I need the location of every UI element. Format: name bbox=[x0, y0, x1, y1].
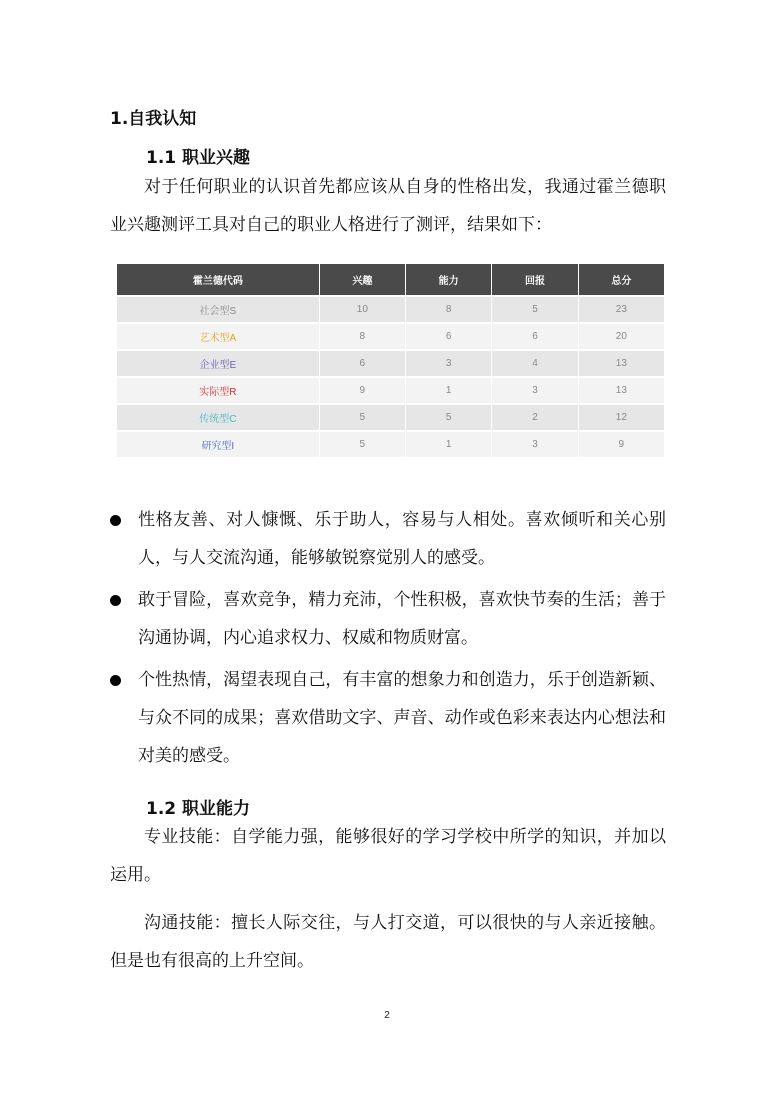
holland-type-cell: 艺术型A bbox=[117, 324, 319, 349]
total-cell: 9 bbox=[579, 432, 664, 457]
table-row bbox=[117, 432, 664, 457]
interest-cell: 9 bbox=[320, 378, 405, 403]
holland-type-cell: 企业型E bbox=[117, 351, 319, 376]
interest-cell: 10 bbox=[320, 297, 405, 322]
ability-cell: 3 bbox=[406, 351, 491, 376]
interest-cell: 8 bbox=[320, 324, 405, 349]
list-item bbox=[104, 661, 666, 775]
holland-type-cell: 社会型S bbox=[117, 297, 319, 322]
list-item-text: 性格友善、对人慷慨、乐于助人，容易与人相处。喜欢倾听和关心别人，与人交流沟通，能够敏锐察觉别人的感受。 bbox=[138, 510, 666, 568]
table-header-cell: 兴趣 bbox=[320, 264, 405, 295]
ability-cell: 1 bbox=[406, 432, 491, 457]
reward-cell: 3 bbox=[492, 378, 577, 403]
table-row bbox=[117, 378, 664, 403]
ability-cell: 6 bbox=[406, 324, 491, 349]
professional-skill-paragraph: 专业技能：自学能力强，能够很好的学习学校中所学的知识，并加以运用。 bbox=[110, 827, 666, 885]
ability-cell: 8 bbox=[406, 297, 491, 322]
intro-paragraph: 对于任何职业的认识首先都应该从自身的性格出发，我通过霍兰德职业兴趣测评工具对自己的职业人格进行了测评，结果如下： bbox=[110, 177, 666, 235]
bullet-dot-icon bbox=[110, 595, 121, 606]
total-cell: 20 bbox=[579, 324, 664, 349]
table-row bbox=[117, 351, 664, 376]
list-item bbox=[104, 581, 666, 657]
ability-cell: 5 bbox=[406, 405, 491, 430]
interest-cell: 6 bbox=[320, 351, 405, 376]
table-row bbox=[117, 405, 664, 430]
table-header-cell: 能力 bbox=[406, 264, 491, 295]
holland-code-table bbox=[116, 262, 665, 459]
total-cell: 13 bbox=[579, 378, 664, 403]
table-header-row bbox=[117, 264, 664, 295]
total-cell: 23 bbox=[579, 297, 664, 322]
section-heading-1: 1.自我认知 bbox=[110, 109, 197, 129]
reward-cell: 2 bbox=[492, 405, 577, 430]
list-item-text: 敢于冒险，喜欢竞争，精力充沛，个性积极，喜欢快节奏的生活；善于沟通协调，内心追求权力、权威和物质财富。 bbox=[138, 590, 666, 648]
holland-type-cell: 传统型C bbox=[117, 405, 319, 430]
table-row bbox=[117, 297, 664, 322]
table-header-cell: 总分 bbox=[579, 264, 664, 295]
reward-cell: 4 bbox=[492, 351, 577, 376]
list-item-text: 个性热情，渴望表现自己，有丰富的想象力和创造力，乐于创造新颖、与众不同的成果；喜欢借助文字、声音、动作或色彩来表达内心想法和对美的感受。 bbox=[138, 670, 666, 766]
bullet-dot-icon bbox=[110, 675, 121, 686]
total-cell: 13 bbox=[579, 351, 664, 376]
holland-type-cell: 研究型I bbox=[117, 432, 319, 457]
total-cell: 12 bbox=[579, 405, 664, 430]
interest-cell: 5 bbox=[320, 405, 405, 430]
bullet-dot-icon bbox=[110, 515, 121, 526]
reward-cell: 3 bbox=[492, 432, 577, 457]
personality-bullet-list bbox=[104, 501, 666, 779]
reward-cell: 6 bbox=[492, 324, 577, 349]
subsection-heading-1-2: 1.2 职业能力 bbox=[146, 799, 251, 819]
communication-skill-paragraph: 沟通技能：擅长人际交往，与人打交道，可以很快的与人亲近接触。但是也有很高的上升空间。 bbox=[110, 913, 666, 971]
table-header-cell: 霍兰德代码 bbox=[117, 264, 319, 295]
ability-cell: 1 bbox=[406, 378, 491, 403]
table-row bbox=[117, 324, 664, 349]
subsection-heading-1-1: 1.1 职业兴趣 bbox=[146, 148, 251, 168]
holland-type-cell: 实际型R bbox=[117, 378, 319, 403]
page-number: 2 bbox=[384, 1010, 390, 1021]
list-item bbox=[104, 501, 666, 577]
table-header-cell: 回报 bbox=[492, 264, 577, 295]
interest-cell: 5 bbox=[320, 432, 405, 457]
reward-cell: 5 bbox=[492, 297, 577, 322]
